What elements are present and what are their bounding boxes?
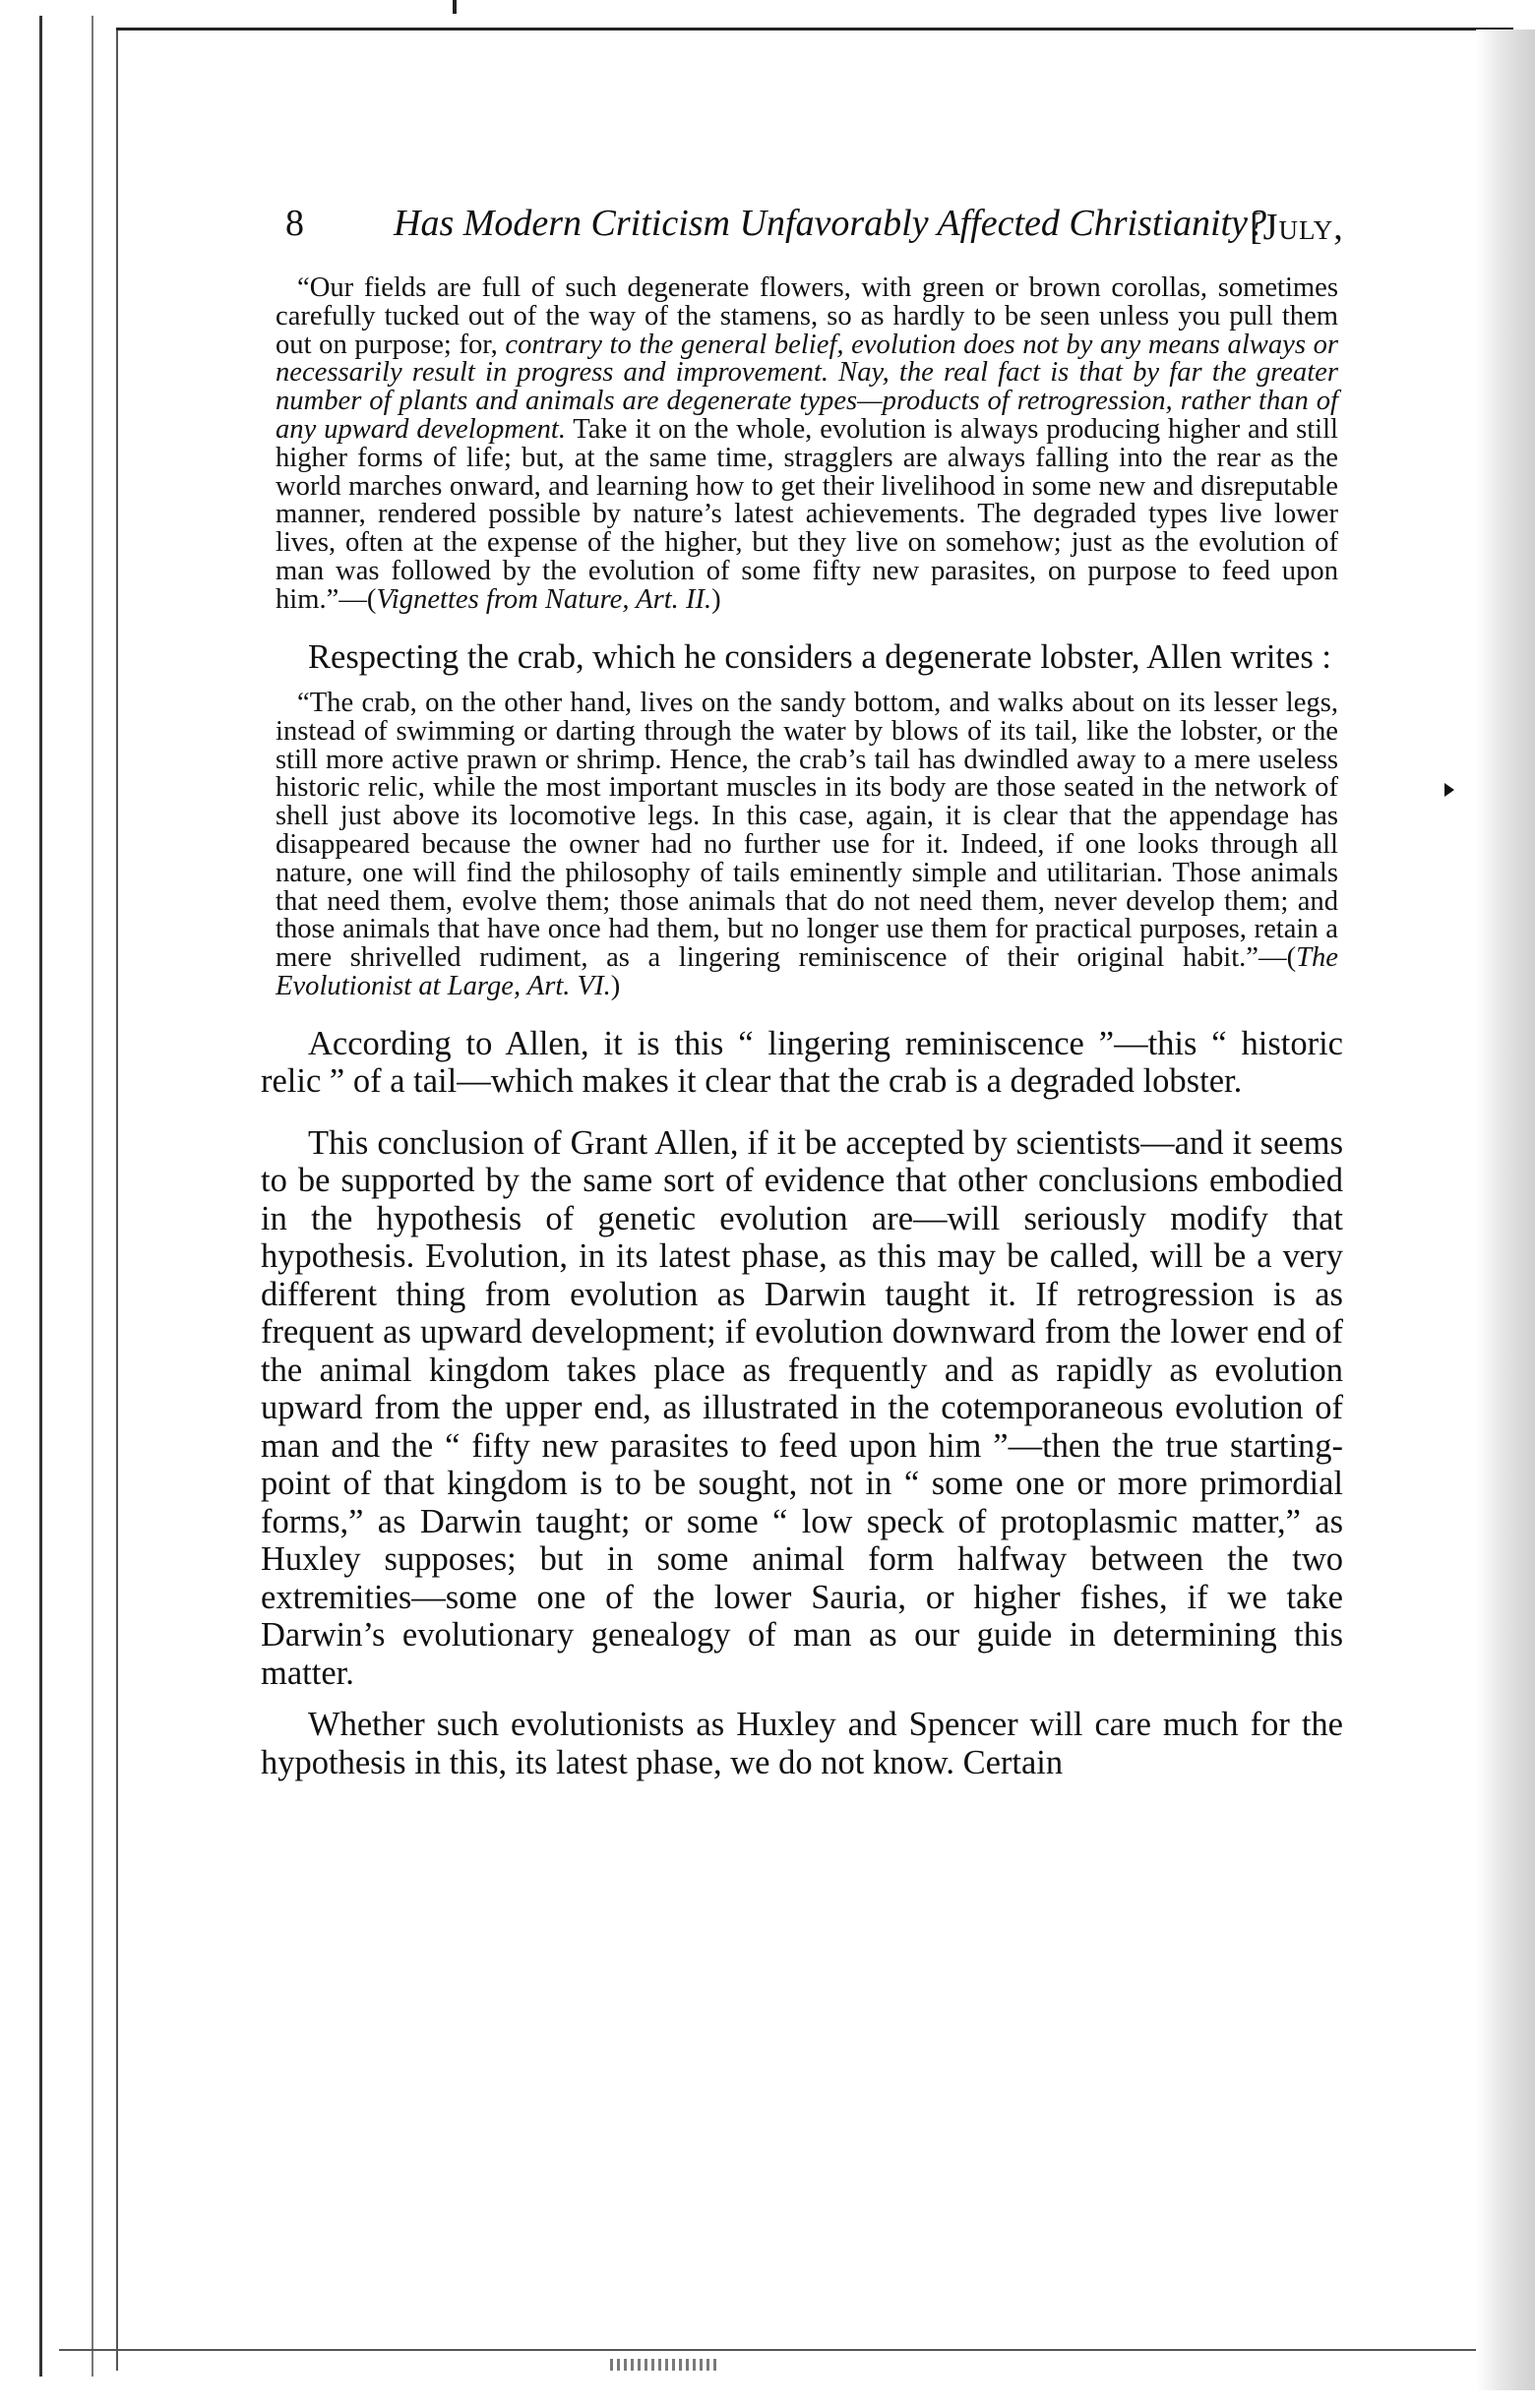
paragraph-according-to-allen-text: According to Allen, it is this “ lingering reminiscence ”—this “ historic relic ” of a tail—which makes it clear that the crab is a degraded lobster. bbox=[261, 1024, 1343, 1101]
paragraph-whether bbox=[261, 1706, 1343, 1781]
quote1-part1: “Our fields are full of such degenerate flowers, with green or brown corollas, sometimes carefully tucked out of the way of the stamens, so as hardly to be seen unless you pull them out on purpose; for, bbox=[276, 272, 1338, 360]
page-edge-bottom bbox=[59, 2349, 1476, 2351]
quote2-close: ) bbox=[610, 971, 621, 1002]
page-inner-edge bbox=[116, 30, 118, 2371]
paragraph-crab-intro bbox=[261, 638, 1343, 677]
page-edge-left bbox=[39, 16, 93, 2377]
page-content bbox=[246, 192, 1344, 1781]
paragraph-crab-intro-text: Respecting the crab, which he considers a degenerate lobster, Allen writes : bbox=[308, 637, 1331, 676]
block-quote-vignettes bbox=[276, 274, 1338, 615]
paragraph-according-to-allen bbox=[261, 1025, 1343, 1101]
page-edge-right-shadow bbox=[1476, 30, 1535, 2390]
quote2-citation: The Evolutionist at Large, Art. VI. bbox=[276, 942, 1338, 1002]
paragraph-whether-text: Whether such evolutionists as Huxley and Spencer will care much for the hypothesis in this, its latest phase, we do not know. Certain bbox=[261, 1706, 1343, 1781]
scan-artifact-bottom bbox=[610, 2359, 718, 2371]
quote1-part2: Take it on the whole, evolution is always producing higher and still higher forms of life; but, at the same time, stragglers are always falling into the rear as the world marches onward, and learning how to get their livelihood in some new and disreputable manner, rendered possible by nature’s latest achievements. The degraded types live lower lives, often at the expense of the higher, but they live on somehow; just as the evolution of man was followed by the evolution of some fifty new parasites, on purpose to feed upon him.”—( bbox=[276, 413, 1338, 615]
block-quote-evolutionist bbox=[276, 690, 1338, 1001]
paragraph-conclusion-text: This conclusion of Grant Allen, if it be accepted by scientists—and it seems to be supported by the same sort of evidence that other conclusions embodied in the hypothesis of genetic evolution are—will seriously modify that hypothesis. Evolution, in its latest phase, as this may be called, will be a very different thing from evolution as Darwin taught it. If retrogression is as frequent as upward development; if evolution downward from the lower end of the animal kingdom takes place as frequently and as rapidly as evolution upward from the upper end, as illustrated in the cotemporaneous evolution of man and the “ fifty new parasites to feed upon him ”—then the true starting-point of that kingdom is to be sought, not in “ some one or more primordial forms,” as Darwin taught; or some “ low speck of protoplasmic matter,” as Huxley supposes; but in some animal form halfway between the two extremities—some one of the lower Sauria, or higher fishes, if we take Darwin’s evolutionary genealogy of man as our guide in determining this matter. bbox=[261, 1123, 1343, 1692]
margin-arrow-icon bbox=[1444, 783, 1454, 797]
scan-artifact-top bbox=[453, 0, 457, 14]
quote1-close: ) bbox=[711, 583, 721, 615]
quote1-citation: Vignettes from Nature, Art. II. bbox=[376, 583, 712, 615]
running-head bbox=[246, 192, 1344, 261]
page-number: 8 bbox=[285, 203, 304, 244]
running-title: Has Modern Criticism Unfavorably Affected Christianity? bbox=[394, 203, 1266, 244]
running-month: [July, bbox=[1250, 207, 1344, 248]
paragraph-conclusion bbox=[261, 1124, 1343, 1693]
quote1-italic: contrary to the general belief, evolution does not by any means always or necessarily result in progress and improvement. Nay, the real fact is that by far the greater number of plants and animals are degenerate types—products of retrogression, rather than of any upward development. bbox=[276, 329, 1338, 445]
page-edge-top bbox=[116, 28, 1513, 30]
quote2-text: “The crab, on the other hand, lives on the sandy bottom, and walks about on its lesser legs, instead of swimming or darting through the water by blows of its tail, like the lobster, or the still more active prawn or shrimp. Hence, the crab’s tail has dwindled away to a mere useless historic relic, while the most important muscles in its body are those seated in the network of shell just above its locomotive legs. In this case, again, it is clear that the appendage has disappeared because the owner had no further use for it. Indeed, if one looks through all nature, one will find the philosophy of tails eminently simple and utilitarian. Those animals that need them, evolve them; those animals that do not need them, never develop them; and those animals that have once had them, but no longer use them for practical purposes, retain a mere shrivelled rudiment, as a lingering reminiscence of their original habit.”—( bbox=[276, 688, 1338, 974]
